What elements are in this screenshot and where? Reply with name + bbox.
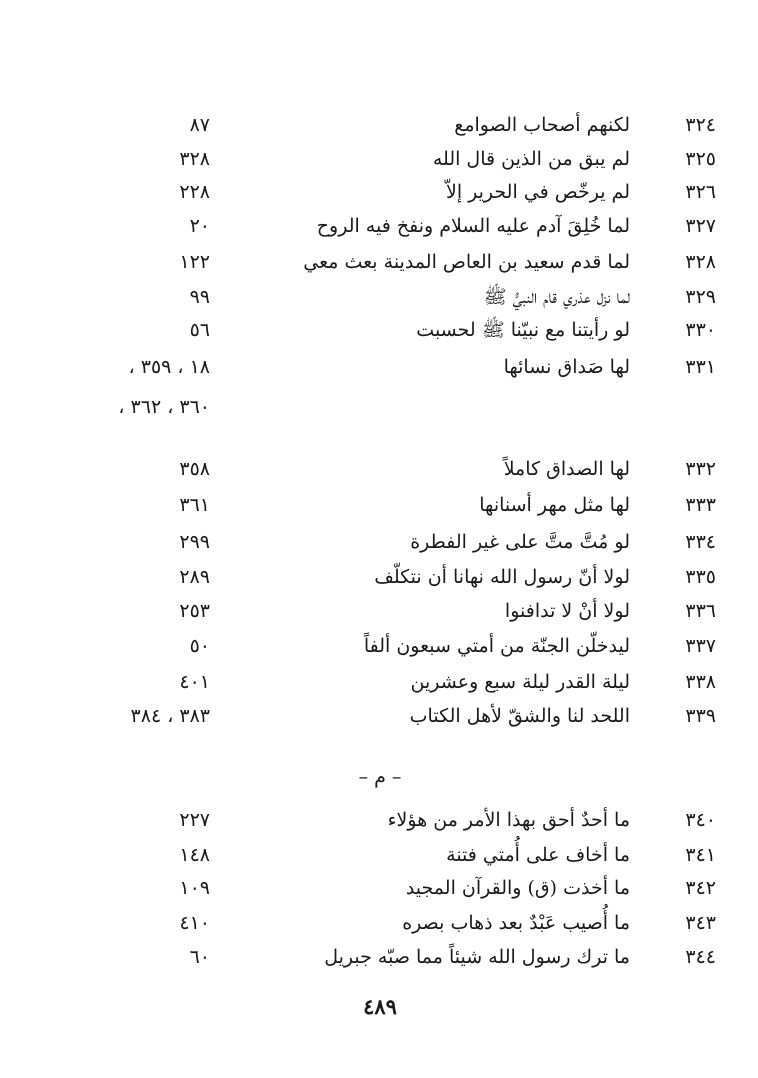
- entry-pages: ١٢٢: [179, 251, 210, 273]
- index-entry: [0, 629, 758, 663]
- entry-text: لما قدم سعيد بن العاص المدينة بعث معي: [303, 251, 630, 273]
- entry-number: ٣٣٣: [685, 494, 716, 516]
- entry-pages: ٢٠: [189, 215, 210, 237]
- entry-number: ٣٢٧: [685, 215, 716, 237]
- index-entry: [0, 560, 758, 594]
- index-entry: [0, 142, 758, 176]
- entry-pages: ٢٢٨: [179, 181, 210, 203]
- entry-text: لم يبق من الذين قال الله: [432, 148, 630, 170]
- entry-text: لو رأيتنا مع نبيّنا ﷺ لحسبت: [416, 319, 630, 341]
- entry-pages: ٥٠: [189, 635, 210, 657]
- entry-text: لو مُتَّ متَّ على غير الفطرة: [410, 531, 630, 553]
- entry-number: ٣٣٧: [685, 635, 716, 657]
- index-entry: [0, 280, 758, 314]
- index-entry: [0, 313, 758, 347]
- entry-text: لولا أنْ لا تدافنوا: [504, 600, 630, 622]
- entry-text: لها الصداق كاملاً: [503, 458, 630, 480]
- entry-text: ما ترك رسول الله شيئاً مما صبّه جبريل: [324, 946, 630, 968]
- index-entry: [0, 594, 758, 628]
- entry-pages: ٢٩٩: [179, 531, 210, 553]
- entry-pages-continuation: ٣٦٠ ، ٣٦٢ ،: [118, 396, 210, 418]
- entry-number: ٣٤٢: [685, 877, 716, 899]
- entry-number: ٣٣٦: [685, 600, 716, 622]
- entry-pages: ١٠٩: [179, 877, 210, 899]
- index-entry: [0, 803, 758, 837]
- entry-pages: ٩٩: [189, 286, 210, 308]
- index-entry: [0, 488, 758, 522]
- entry-number: ٣٣٩: [685, 705, 716, 727]
- entry-number: ٣٤٠: [685, 809, 716, 831]
- entry-text: ما أحدٌ أحق بهذا الأمر من هؤلاء: [387, 809, 630, 831]
- entry-text: ليدخلّن الجنّة من أمتي سبعون ألفاً: [363, 635, 630, 657]
- index-entry: [0, 665, 758, 699]
- entry-text: لم يرخّص في الحرير إلاّ: [445, 181, 630, 203]
- section-heading: – م –: [358, 766, 402, 788]
- entry-text: اللحد لنا والشقّ لأهل الكتاب: [409, 705, 630, 727]
- index-entry: [0, 838, 758, 872]
- entry-text: لما خُلِقَ آدم عليه السلام ونفخ فيه الروح: [316, 215, 630, 237]
- entry-number: ٣٤٣: [685, 912, 716, 934]
- entry-pages: ٤١٠: [179, 912, 210, 934]
- entry-number: ٣٢٦: [685, 181, 716, 203]
- entry-text: لولا أنّ رسول الله نهانا أن نتكلّف: [374, 566, 630, 588]
- entry-pages: ٨٧: [189, 114, 210, 136]
- entry-pages: ٢٥٣: [179, 600, 210, 622]
- entry-number: ٣٣١: [685, 356, 716, 378]
- entry-pages: ٥٦: [189, 319, 210, 341]
- entry-pages: ٣٢٨: [179, 148, 210, 170]
- entry-pages: ٣٥٨: [179, 458, 210, 480]
- entry-text: لكنهم أصحاب الصوامع: [454, 114, 630, 136]
- entry-number: ٣٣٤: [685, 531, 716, 553]
- index-entry: [0, 699, 758, 733]
- entry-text: ما أخذت (ق) والقرآن المجيد: [405, 877, 630, 899]
- index-entry: [0, 245, 758, 279]
- entry-text: لها مثل مهر أسنانها: [479, 494, 630, 516]
- index-entry: [0, 350, 758, 384]
- index-entry: [0, 940, 758, 974]
- entry-pages: ١٨ ، ٣٥٩ ،: [128, 356, 210, 378]
- entry-text: لها صَداق نسائها: [503, 356, 630, 378]
- index-entry: [0, 452, 758, 486]
- entry-text: ما أُصيب عَبْدٌ بعد ذهاب بصره: [402, 912, 630, 934]
- entry-number: ٣٢٨: [685, 251, 716, 273]
- entry-text: لما نزل عذري قام النبيُّ ﷺ: [483, 286, 630, 308]
- entry-number: ٣٣٠: [685, 319, 716, 341]
- entry-number: ٣٤١: [685, 844, 716, 866]
- entry-number: ٣٣٥: [685, 566, 716, 588]
- entry-pages: ٢٢٧: [179, 809, 210, 831]
- entry-pages: ٣٦١: [179, 494, 210, 516]
- index-entry: [0, 525, 758, 559]
- entry-number: ٣٣٨: [685, 671, 716, 693]
- index-entry: [0, 108, 758, 142]
- entry-number: ٣٢٥: [685, 148, 716, 170]
- entry-number: ٣٣٢: [685, 458, 716, 480]
- entry-number: ٣٤٤: [685, 946, 716, 968]
- entry-text: ما أخاف على أُمتي فتنة: [446, 844, 630, 866]
- entry-number: ٣٢٩: [685, 286, 716, 308]
- entry-text: ليلة القدر ليلة سبع وعشرين: [410, 671, 630, 693]
- index-entry: [0, 906, 758, 940]
- entry-pages: ٤٠١: [179, 671, 210, 693]
- entry-pages: ٦٠: [189, 946, 210, 968]
- entry-pages: ٢٨٩: [179, 566, 210, 588]
- entry-number: ٣٢٤: [685, 114, 716, 136]
- entry-pages: ٣٨٣ ، ٣٨٤: [130, 705, 210, 727]
- entry-pages: ١٤٨: [179, 844, 210, 866]
- index-entry: [0, 209, 758, 243]
- index-entry: [0, 175, 758, 209]
- index-entry: [0, 871, 758, 905]
- page-number: ٤٨٩: [363, 994, 397, 1019]
